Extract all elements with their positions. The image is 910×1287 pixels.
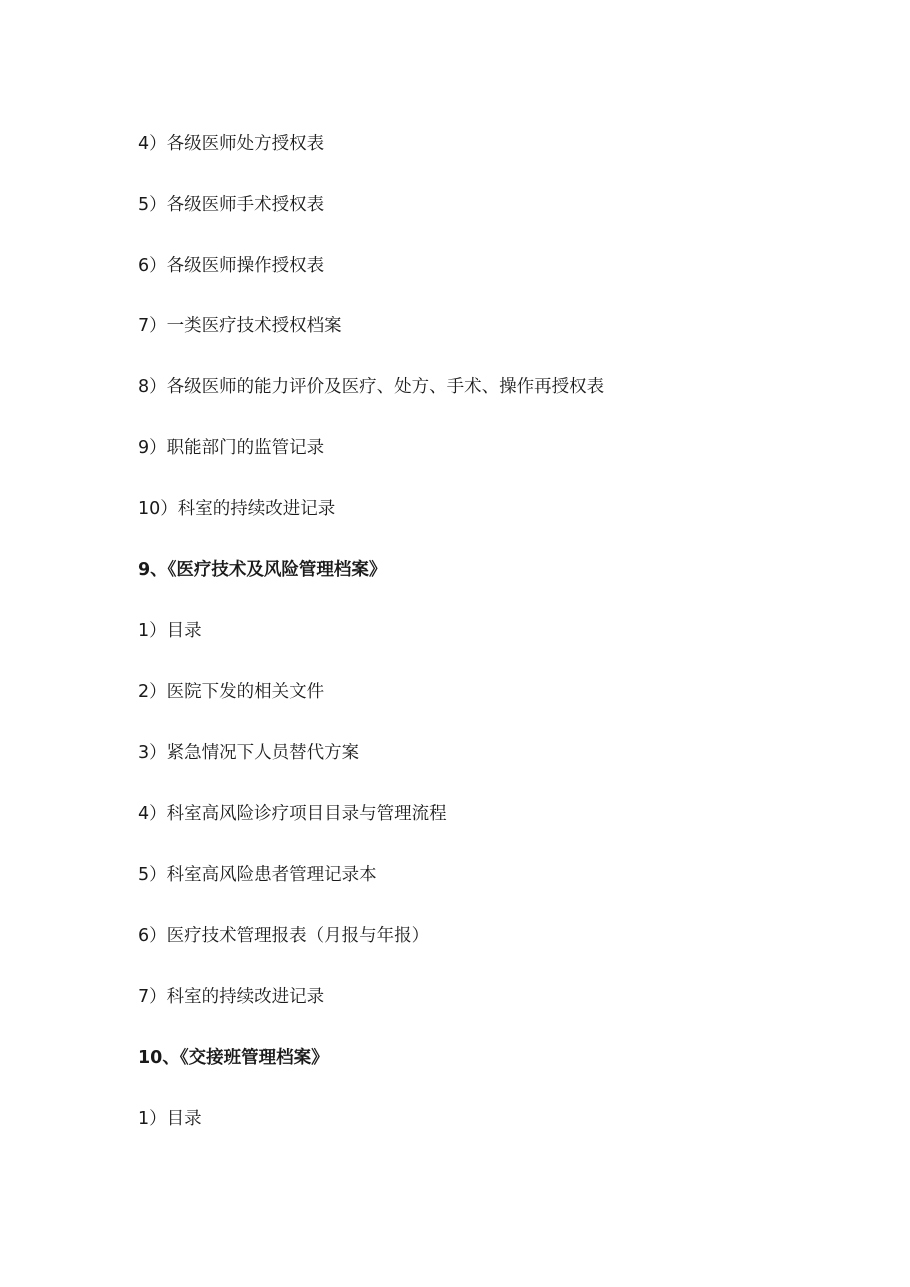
list-item: 6）各级医师操作授权表	[138, 256, 325, 276]
list-item: 5）各级医师手术授权表	[138, 195, 325, 215]
list-item: 7）科室的持续改进记录	[138, 987, 325, 1007]
list-item: 9）职能部门的监管记录	[138, 438, 325, 458]
list-item: 2）医院下发的相关文件	[138, 682, 325, 702]
list-item: 1）目录	[138, 621, 202, 641]
list-item: 5）科室高风险患者管理记录本	[138, 865, 377, 885]
list-item: 6）医疗技术管理报表（月报与年报）	[138, 926, 430, 946]
list-item: 8）各级医师的能力评价及医疗、处方、手术、操作再授权表	[138, 377, 605, 397]
section-heading: 9、《医疗技术及风险管理档案》	[138, 560, 387, 580]
section-heading: 10、《交接班管理档案》	[138, 1048, 329, 1068]
list-item: 10）科室的持续改进记录	[138, 499, 336, 519]
list-item: 4）科室高风险诊疗项目目录与管理流程	[138, 804, 447, 824]
list-item: 1）目录	[138, 1109, 202, 1129]
list-item: 7）一类医疗技术授权档案	[138, 316, 342, 336]
list-item: 3）紧急情况下人员替代方案	[138, 743, 360, 763]
list-item: 4）各级医师处方授权表	[138, 134, 325, 154]
